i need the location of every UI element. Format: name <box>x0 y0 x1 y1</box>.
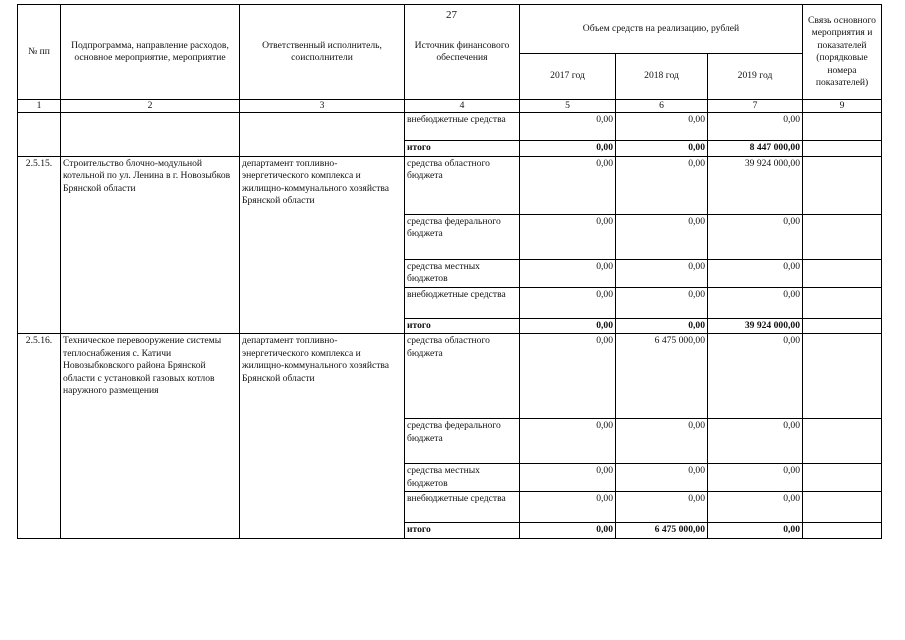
amount-2019: 0,00 <box>708 113 803 141</box>
item-program: Техническое перевооружение системы теплоснабжения с. Катичи Новозыбковского района Брянской области с установкой газовых котлов наружного размещения <box>61 334 240 539</box>
source-cell: внебюджетные средства <box>405 492 520 523</box>
header-link: Связь основного мероприятия и показателей (порядковые номера показателей) <box>803 5 882 100</box>
header-program: Подпрограмма, направление расходов, основное мероприятие, мероприятие <box>61 5 240 100</box>
header-executor: Ответственный исполнитель, соисполнители <box>240 5 405 100</box>
column-number: 2 <box>61 100 240 113</box>
amount-2018: 0,00 <box>616 318 708 334</box>
source-cell: средства областного бюджета <box>405 156 520 214</box>
amount-2018: 0,00 <box>616 141 708 157</box>
amount-2019: 0,00 <box>708 259 803 287</box>
link-cell <box>803 287 882 318</box>
budget-table <box>17 4 882 539</box>
executor-cell <box>240 113 405 157</box>
amount-2018: 0,00 <box>616 492 708 523</box>
link-cell <box>803 113 882 141</box>
link-cell <box>803 259 882 287</box>
amount-2017: 0,00 <box>520 156 616 214</box>
amount-2017: 0,00 <box>520 492 616 523</box>
amount-2017: 0,00 <box>520 318 616 334</box>
source-row <box>18 334 882 419</box>
column-number: 7 <box>708 100 803 113</box>
amount-2018: 0,00 <box>616 287 708 318</box>
amount-2018: 0,00 <box>616 464 708 492</box>
amount-2018: 0,00 <box>616 214 708 259</box>
header-2018: 2018 год <box>616 54 708 100</box>
item-number: 2.5.15. <box>18 156 61 334</box>
column-number: 1 <box>18 100 61 113</box>
amount-2017: 0,00 <box>520 287 616 318</box>
link-cell <box>803 492 882 523</box>
page-number: 27 <box>446 9 457 21</box>
header-volume: Объем средств на реализацию, рублей <box>520 5 803 54</box>
source-cell: итого <box>405 318 520 334</box>
amount-2017: 0,00 <box>520 334 616 419</box>
amount-2017: 0,00 <box>520 419 616 464</box>
amount-2019: 0,00 <box>708 287 803 318</box>
link-cell <box>803 523 882 539</box>
source-cell: итого <box>405 141 520 157</box>
link-cell <box>803 464 882 492</box>
header-num: № пп <box>18 5 61 100</box>
column-number: 6 <box>616 100 708 113</box>
program-cell <box>61 113 240 157</box>
item-number: 2.5.16. <box>18 334 61 539</box>
amount-2019: 39 924 000,00 <box>708 156 803 214</box>
column-number: 3 <box>240 100 405 113</box>
amount-2019: 0,00 <box>708 464 803 492</box>
header-2017: 2017 год <box>520 54 616 100</box>
amount-2017: 0,00 <box>520 113 616 141</box>
amount-2019: 0,00 <box>708 523 803 539</box>
header-2019: 2019 год <box>708 54 803 100</box>
link-cell <box>803 318 882 334</box>
amount-2017: 0,00 <box>520 141 616 157</box>
item-executor: департамент топливно-энергетического комплекса и жилищно-коммунального хозяйства Брянской области <box>240 334 405 539</box>
source-cell: средства местных бюджетов <box>405 464 520 492</box>
item-program: Строительство блочно-модульной котельной по ул. Ленина в г. Новозыбков Брянской области <box>61 156 240 334</box>
amount-2017: 0,00 <box>520 464 616 492</box>
link-cell <box>803 141 882 157</box>
amount-2019: 39 924 000,00 <box>708 318 803 334</box>
amount-2018: 6 475 000,00 <box>616 334 708 419</box>
amount-2019: 0,00 <box>708 214 803 259</box>
source-cell: средства местных бюджетов <box>405 259 520 287</box>
amount-2017: 0,00 <box>520 259 616 287</box>
amount-2019: 0,00 <box>708 334 803 419</box>
item-executor: департамент топливно-энергетического комплекса и жилищно-коммунального хозяйства Брянской области <box>240 156 405 334</box>
amount-2018: 0,00 <box>616 259 708 287</box>
column-numbers-row <box>18 100 882 113</box>
amount-2018: 6 475 000,00 <box>616 523 708 539</box>
amount-2017: 0,00 <box>520 214 616 259</box>
source-row <box>18 113 882 141</box>
amount-2018: 0,00 <box>616 156 708 214</box>
link-cell <box>803 334 882 419</box>
link-cell <box>803 214 882 259</box>
amount-2018: 0,00 <box>616 419 708 464</box>
amount-2019: 0,00 <box>708 492 803 523</box>
column-number: 4 <box>405 100 520 113</box>
source-cell: внебюджетные средства <box>405 287 520 318</box>
amount-2018: 0,00 <box>616 113 708 141</box>
amount-2019: 0,00 <box>708 419 803 464</box>
source-cell: итого <box>405 523 520 539</box>
amount-2017: 0,00 <box>520 523 616 539</box>
column-number: 9 <box>803 100 882 113</box>
source-cell: средства областного бюджета <box>405 334 520 419</box>
link-cell <box>803 156 882 214</box>
header-source: Источник финансового обеспечения <box>405 5 520 100</box>
link-cell <box>803 419 882 464</box>
header-row <box>18 5 882 54</box>
amount-2019: 8 447 000,00 <box>708 141 803 157</box>
source-cell: средства федерального бюджета <box>405 419 520 464</box>
column-number: 5 <box>520 100 616 113</box>
source-row <box>18 156 882 214</box>
num-cell <box>18 113 61 157</box>
source-cell: внебюджетные средства <box>405 113 520 141</box>
source-cell: средства федерального бюджета <box>405 214 520 259</box>
